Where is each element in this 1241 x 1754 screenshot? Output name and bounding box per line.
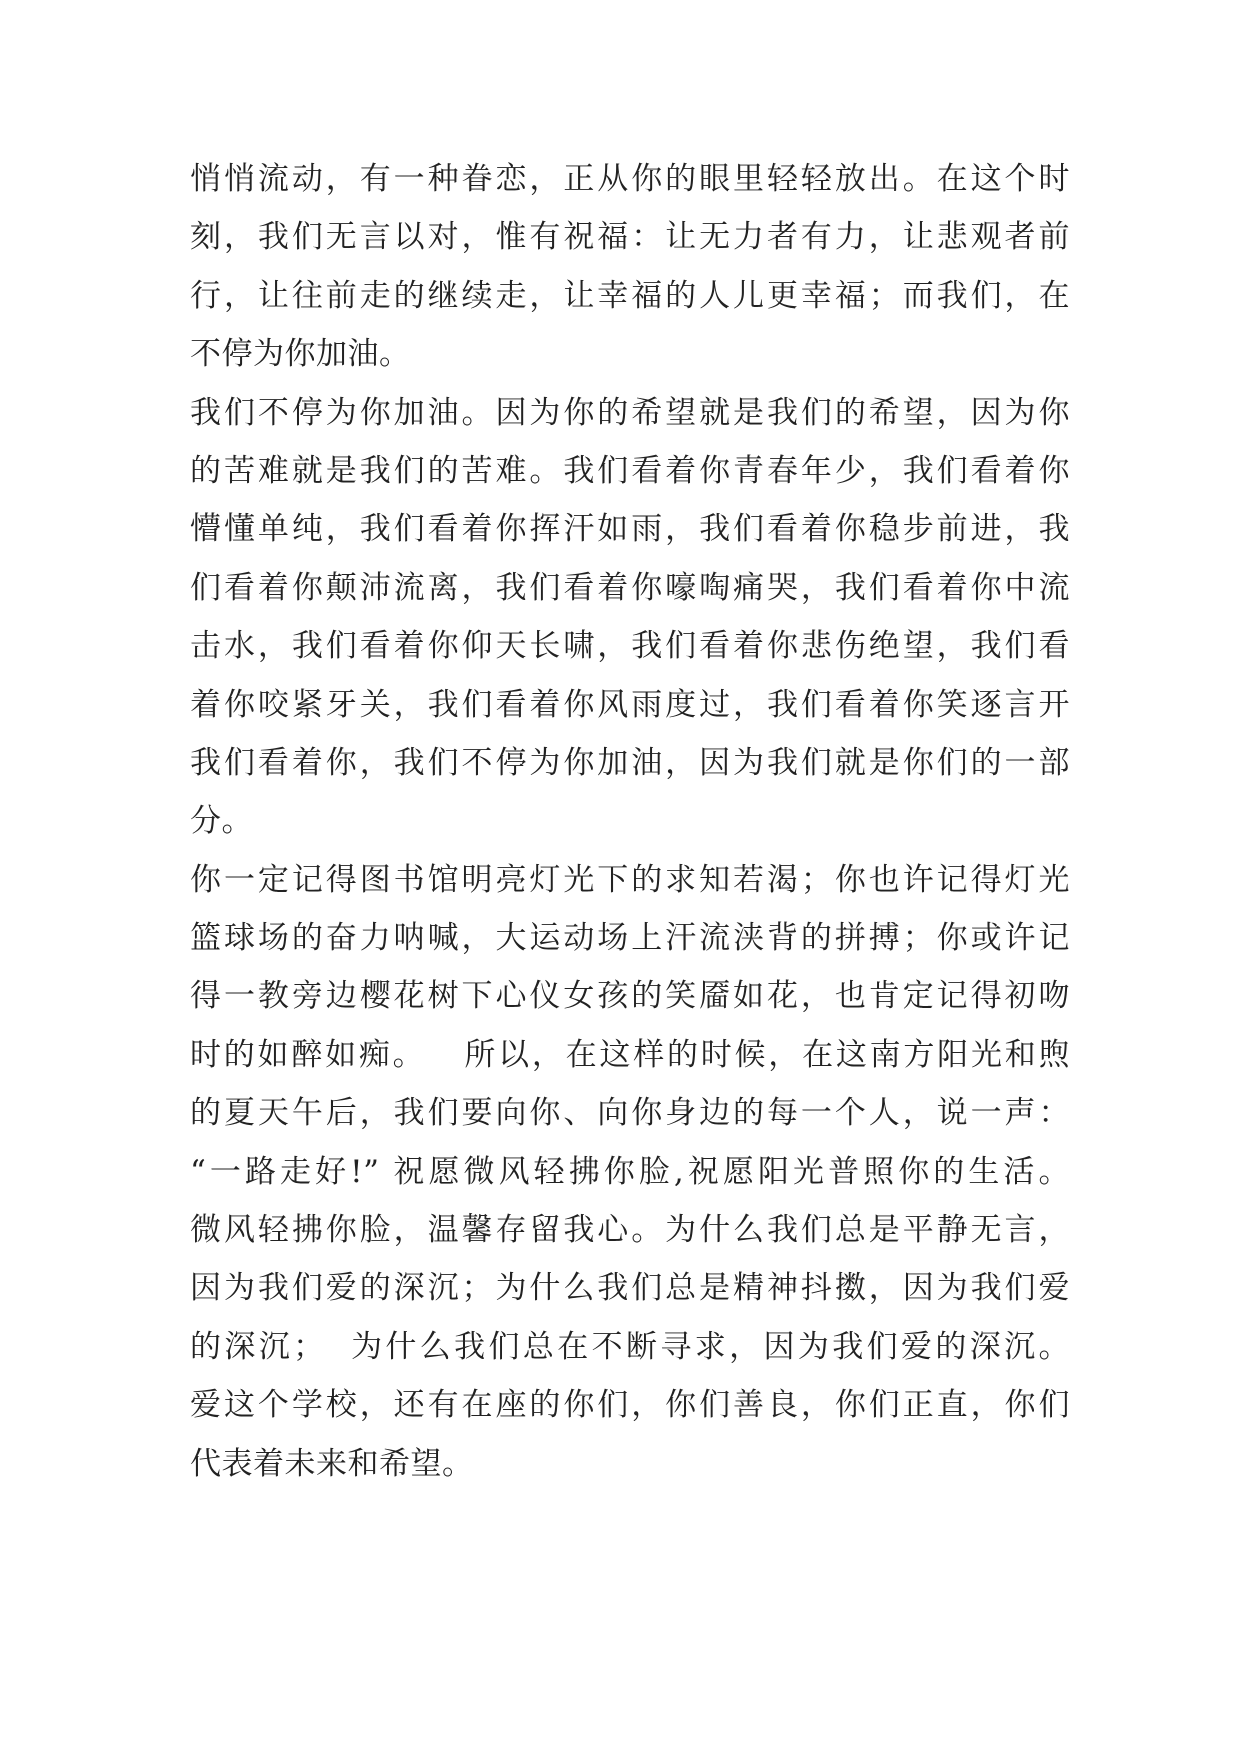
text-line: 微风轻拂你脸，温馨存留我心。为什么我们总是平静无言，: [190, 1212, 1070, 1249]
text-line: 刻，我们无言以对，惟有祝福：让无力者有力，让悲观者前: [190, 219, 1070, 256]
text-line: 的苦难就是我们的苦难。我们看着你青春年少，我们看着你: [190, 452, 1070, 489]
text-line: 们看着你颠沛流离，我们看着你嚎啕痛哭，我们看着你中流: [190, 569, 1070, 606]
text-line: 的深沉； 为什么我们总在不断寻求，因为我们爱的深沉。: [190, 1328, 1070, 1365]
text-line: 我们不停为你加油。因为你的希望就是我们的希望，因为你: [190, 394, 1070, 431]
body-text: [190, 150, 1070, 1493]
text-line: 你一定记得图书馆明亮灯光下的求知若渴；你也许记得灯光: [190, 861, 1070, 898]
text-line: 懵懂单纯，我们看着你挥汗如雨，我们看着你稳步前进，我: [190, 511, 1070, 548]
text-line: 的夏天午后，我们要向你、向你身边的每一个人，说一声：: [190, 1095, 1070, 1132]
text-line: 爱这个学校，还有在座的你们，你们善良，你们正直，你们: [190, 1387, 1070, 1424]
text-line: 着你咬紧牙关，我们看着你风雨度过，我们看着你笑逐言开: [190, 686, 1070, 723]
text-line: 行，让往前走的继续走，让幸福的人儿更幸福；而我们，在: [190, 277, 1070, 314]
text-line: 击水，我们看着你仰天长啸，我们看着你悲伤绝望，我们看: [190, 628, 1070, 665]
text-line: 篮球场的奋力呐喊，大运动场上汗流浃背的拼搏；你或许记: [190, 920, 1070, 957]
text-line: “一路走好!” 祝愿微风轻拂你脸,祝愿阳光普照你的生活。: [190, 1153, 1070, 1190]
text-line: 时的如醉如痴。 所以，在这样的时候，在这南方阳光和煦: [190, 1036, 1070, 1073]
text-line: 因为我们爱的深沉；为什么我们总是精神抖擞，因为我们爱: [190, 1270, 1070, 1307]
text-line: 不停为你加油。: [190, 336, 411, 373]
text-line: 分。: [190, 803, 253, 840]
text-line: 代表着未来和希望。: [190, 1445, 474, 1482]
text-line: 我们看着你，我们不停为你加油，因为我们就是你们的一部: [190, 744, 1070, 781]
text-line: 得一教旁边樱花树下心仪女孩的笑靥如花，也肯定记得初吻: [190, 978, 1070, 1015]
text-line: 悄悄流动，有一种眷恋，正从你的眼里轻轻放出。在这个时: [190, 161, 1070, 197]
